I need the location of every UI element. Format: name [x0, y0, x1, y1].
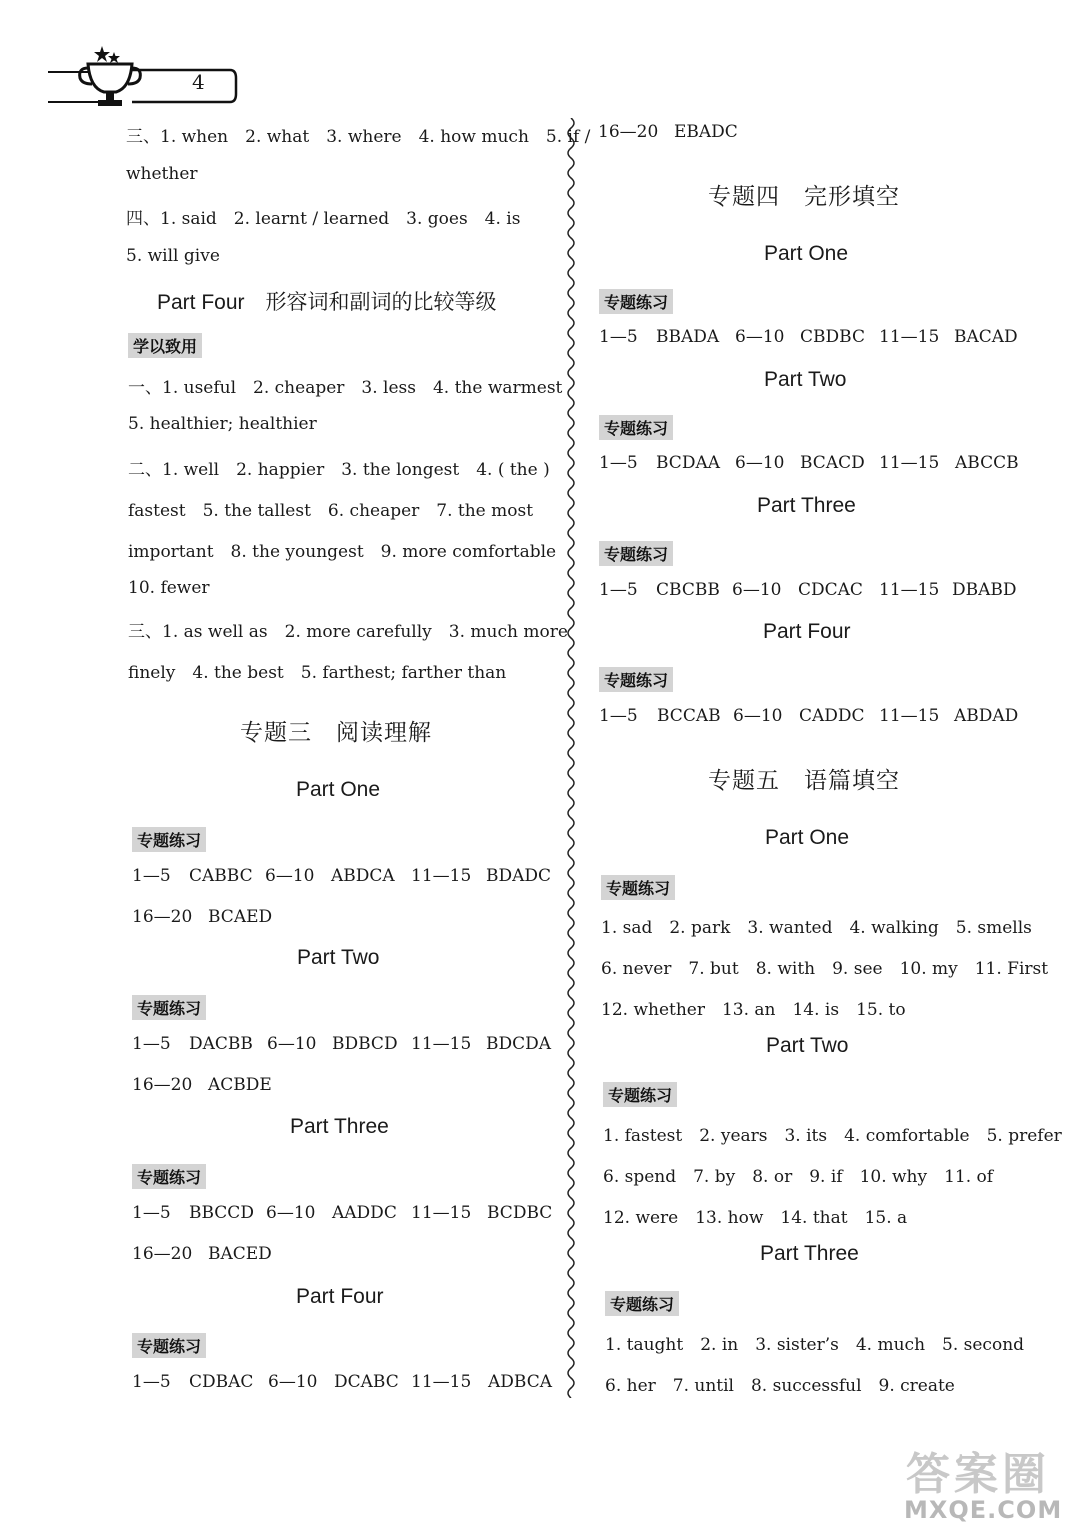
answer-range: 1—5 [599, 706, 638, 726]
answer-line: 一、1. useful 2. cheaper 3. less 4. the warmest [128, 378, 563, 398]
answer-line: 6. her 7. until 8. successful 9. create [605, 1376, 955, 1396]
answer-key: CABBC [189, 866, 253, 886]
answer-line: 5. healthier; healthier [128, 414, 317, 434]
answer-range: 16—20 [132, 1244, 193, 1264]
answer-line: important 8. the youngest 9. more comfortable [128, 542, 557, 562]
answer-range: 1—5 [132, 1372, 171, 1392]
topic-heading: 专题五 语篇填空 [708, 768, 900, 794]
exercise-label: 专题练习 [599, 415, 673, 440]
answer-key: BDADC [486, 866, 552, 886]
exercise-label: 专题练习 [132, 995, 206, 1020]
column-divider [563, 118, 579, 1398]
answer-range: 11—15 [879, 706, 940, 726]
answer-line: 12. whether 13. an 14. is 15. to [601, 1000, 906, 1020]
answer-key: CADDC [799, 706, 865, 726]
exercise-label: 专题练习 [599, 667, 673, 692]
answer-line: 6. spend 7. by 8. or 9. if 10. why 11. of [603, 1167, 994, 1187]
answer-key: ABDAD [954, 706, 1019, 726]
answer-key: DBABD [952, 580, 1017, 600]
watermark-logo [898, 1438, 1068, 1528]
answer-range: 11—15 [879, 453, 940, 473]
answer-line: fastest 5. the tallest 6. cheaper 7. the most [128, 501, 534, 521]
answer-range: 6—10 [735, 453, 785, 473]
answer-key: BCCAB [657, 706, 721, 726]
answer-key: ABCCB [955, 453, 1019, 473]
topic-heading: 专题四 完形填空 [708, 184, 900, 210]
answer-range: 11—15 [411, 1034, 472, 1054]
exercise-label: 专题练习 [132, 1333, 206, 1358]
part-heading: Part One [296, 778, 381, 801]
answer-range: 11—15 [411, 1203, 472, 1223]
exercise-label: 专题练习 [599, 289, 673, 314]
part-heading: Part Three [757, 494, 856, 517]
answer-range: 11—15 [411, 866, 472, 886]
answer-line: 1. fastest 2. years 3. its 4. comfortable 5. prefer [603, 1126, 1062, 1146]
answer-range: 16—20 [132, 907, 193, 927]
answer-key: CDCAC [798, 580, 863, 600]
answer-range: 11—15 [879, 580, 940, 600]
trophy-icon [40, 40, 240, 110]
exercise-label: 专题练习 [605, 1291, 679, 1316]
answer-line: 6. never 7. but 8. with 9. see 10. my 11. First [601, 959, 1049, 979]
topic-heading: 专题三 阅读理解 [240, 720, 432, 746]
answer-line: 12. were 13. how 14. that 15. a [603, 1208, 908, 1228]
answer-line: finely 4. the best 5. farthest; farther than [128, 663, 507, 683]
answer-range: 6—10 [735, 327, 785, 347]
part-heading: Part One [765, 826, 850, 849]
part-heading: Part Three [290, 1115, 389, 1138]
answer-line: 二、1. well 2. happier 3. the longest 4. ( the ) [128, 460, 550, 480]
section-heading: Part Four 形容词和副词的比较等级 [157, 291, 497, 314]
answer-key: BACED [208, 1244, 272, 1264]
watermark-text: MXQE.COM [904, 1496, 1063, 1524]
part-heading: Part One [764, 242, 849, 265]
answer-range: 6—10 [267, 1034, 317, 1054]
answer-key: BCAED [208, 907, 273, 927]
answer-line: 三、1. as well as 2. more carefully 3. much more [128, 622, 568, 642]
answer-range: 16—20 [132, 1075, 193, 1095]
answer-key: BBADA [656, 327, 720, 347]
answer-range: 6—10 [265, 866, 315, 886]
answer-key: DACBB [189, 1034, 253, 1054]
answer-key: BACAD [954, 327, 1018, 347]
answer-line: 1. taught 2. in 3. sister’s 4. much 5. second [605, 1335, 1025, 1355]
exercise-label: 专题练习 [132, 827, 206, 852]
answer-line: 1. sad 2. park 3. wanted 4. walking 5. smells [601, 918, 1032, 938]
answer-range: 6—10 [266, 1203, 316, 1223]
answer-range: 1—5 [132, 1203, 171, 1223]
exercise-label: 学以致用 [128, 333, 202, 358]
answer-range: 16—20 [598, 122, 659, 142]
answer-key: ACBDE [208, 1075, 272, 1095]
answer-key: BDBCD [332, 1034, 398, 1054]
exercise-label: 专题练习 [603, 1082, 677, 1107]
answer-key: BCDAA [656, 453, 720, 473]
answer-range: 1—5 [599, 327, 638, 347]
answer-key: CDBAC [189, 1372, 254, 1392]
answer-range: 6—10 [268, 1372, 318, 1392]
answer-range: 6—10 [732, 580, 782, 600]
answer-range: 1—5 [132, 866, 171, 886]
answer-range: 11—15 [879, 327, 940, 347]
part-heading: Part Three [760, 1242, 859, 1265]
answer-range: 1—5 [599, 580, 638, 600]
exercise-label: 专题练习 [599, 541, 673, 566]
answer-key: ADBCA [488, 1372, 552, 1392]
answer-key: EBADC [674, 122, 738, 142]
answer-key: DCABC [334, 1372, 399, 1392]
answer-range: 6—10 [733, 706, 783, 726]
answer-key: BCDBC [487, 1203, 553, 1223]
answer-range: 1—5 [599, 453, 638, 473]
page-number: 4 [192, 70, 205, 94]
answer-line: 5. will give [126, 246, 220, 266]
part-heading: Part Two [297, 946, 380, 969]
answer-line: 三、1. when 2. what 3. where 4. how much 5. if / [126, 127, 591, 147]
part-heading: Part Two [764, 368, 847, 391]
answer-line: whether [126, 164, 198, 184]
exercise-label: 专题练习 [601, 875, 675, 900]
part-heading: Part Four [296, 1285, 384, 1308]
answer-line: 10. fewer [128, 578, 210, 598]
answer-key: AADDC [332, 1203, 397, 1223]
answer-key: CBDBC [800, 327, 865, 347]
answer-key: CBCBB [656, 580, 720, 600]
answer-range: 11—15 [411, 1372, 472, 1392]
answer-range: 1—5 [132, 1034, 171, 1054]
answer-line: 四、1. said 2. learnt / learned 3. goes 4. is [126, 209, 521, 229]
answer-key: BDCDA [486, 1034, 552, 1054]
answer-key: BBCCD [189, 1203, 254, 1223]
part-heading: Part Four [763, 620, 851, 643]
watermark-glyphs: 答案圈 [906, 1449, 1050, 1500]
answer-key: ABDCA [331, 866, 395, 886]
answer-key: BCACD [800, 453, 865, 473]
part-heading: Part Two [766, 1034, 849, 1057]
exercise-label: 专题练习 [132, 1164, 206, 1189]
